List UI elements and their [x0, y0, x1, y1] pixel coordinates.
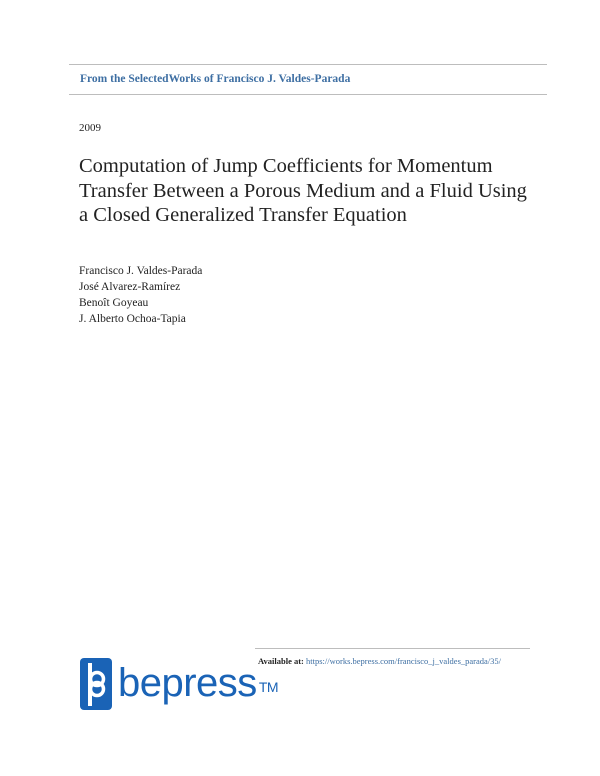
footer-rule: [255, 648, 530, 649]
author-name: Benoît Goyeau: [79, 297, 149, 309]
author-name: J. Alberto Ochoa-Tapia: [79, 313, 186, 325]
bepress-wordmark: bepress: [118, 661, 257, 705]
author-name: José Alvarez-Ramírez: [79, 281, 181, 293]
bepress-logo-icon[interactable]: [80, 658, 112, 710]
available-at-link[interactable]: https://works.bepress.com/francisco_j_valdes_parada/35/: [306, 656, 501, 666]
author-list: [79, 263, 202, 327]
document-title: Computation of Jump Coefficients for Momentum Transfer Between a Porous Medium and a Fluid Using a Closed Generalized Transfer Equation: [79, 155, 527, 226]
selectedworks-header-link[interactable]: From the SelectedWorks of Francisco J. Valdes-Parada: [80, 73, 351, 85]
available-at-label: Available at:: [258, 656, 304, 666]
trademark-symbol: TM: [258, 679, 279, 695]
bepress-logo-text[interactable]: [118, 660, 278, 706]
header-bottom-rule: [69, 94, 547, 95]
publication-year: 2009: [79, 122, 101, 134]
availability-line: [258, 656, 501, 666]
author-name: Francisco J. Valdes-Parada: [79, 265, 203, 277]
header-top-rule: [69, 64, 547, 65]
